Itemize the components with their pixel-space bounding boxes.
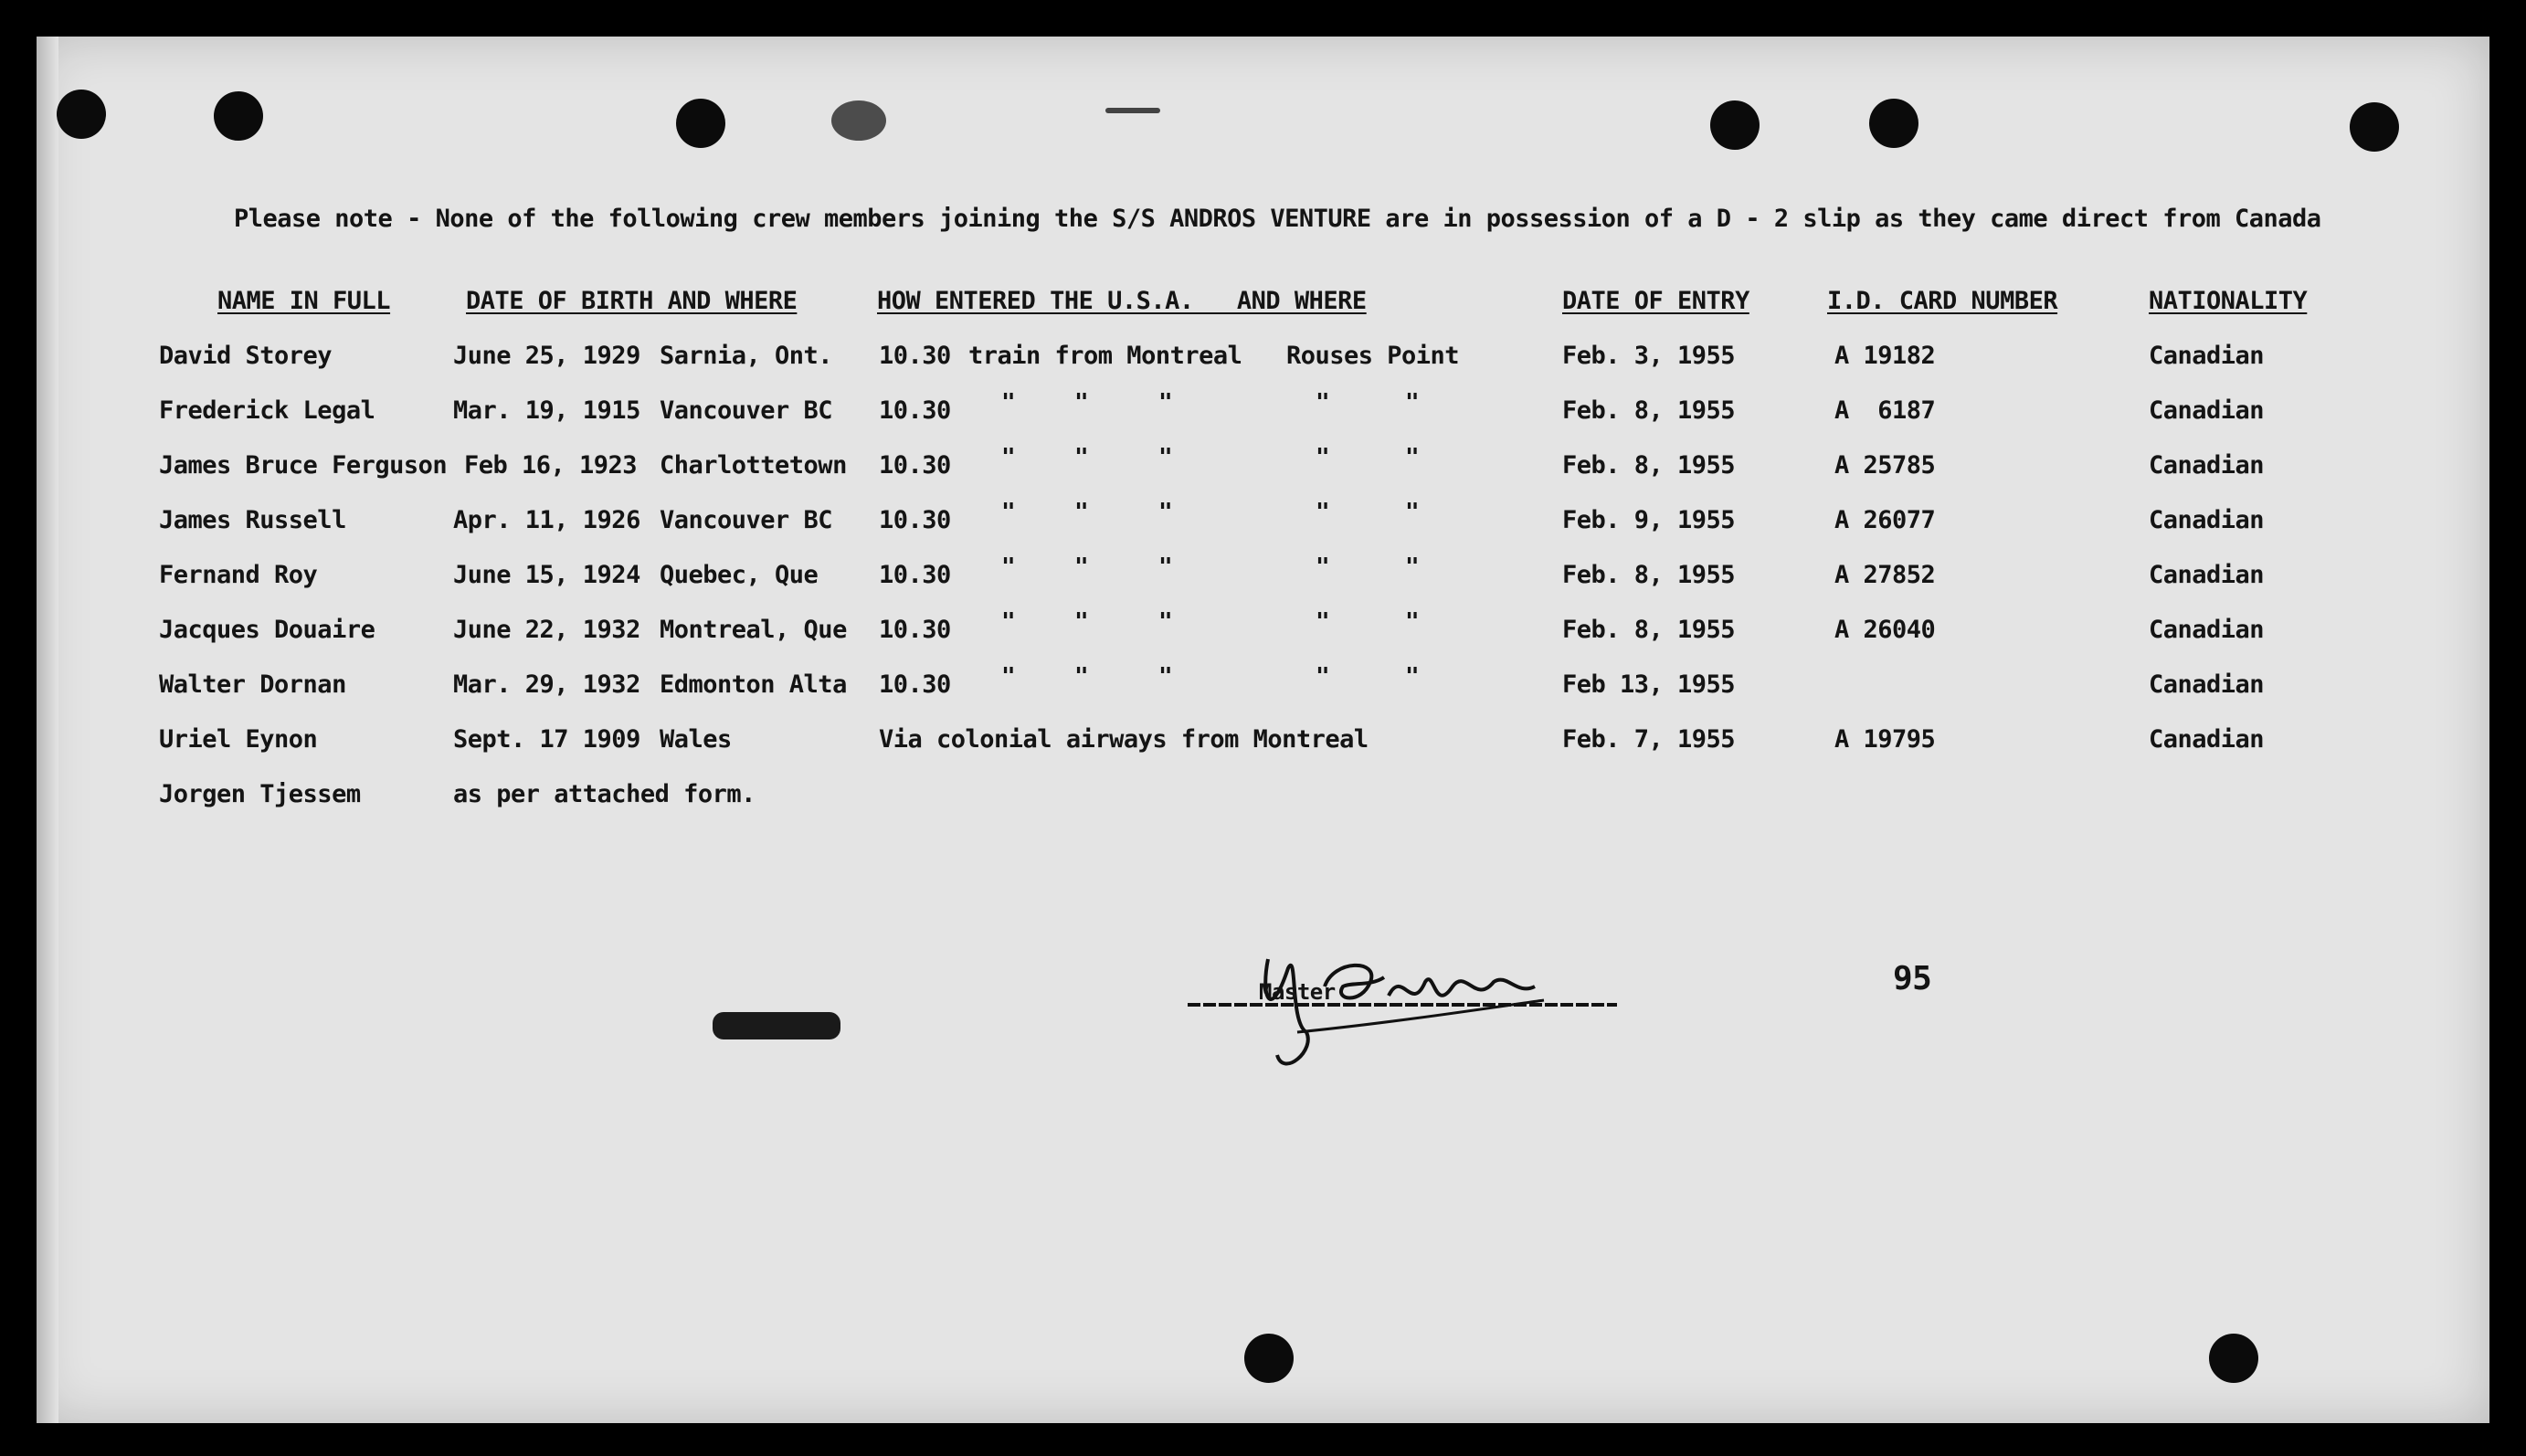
birth-date: June 25, 1929 <box>453 342 640 370</box>
nationality: Canadian <box>2149 616 2265 644</box>
birth-date: Feb 16, 1923 <box>464 451 638 480</box>
ditto-mark: " <box>1316 663 1330 691</box>
ditto-mark: " <box>1158 663 1173 691</box>
ditto-mark: " <box>1405 663 1420 691</box>
ditto-mark: " <box>1001 499 1016 526</box>
entry-date: Feb. 8, 1955 <box>1562 396 1736 425</box>
birth-place: Charlottetown <box>660 451 847 480</box>
punch-hole <box>1244 1334 1294 1383</box>
ditto-mark: " <box>1158 499 1173 526</box>
entry-method: 10.30 <box>879 396 951 425</box>
header-name: NAME IN FULL <box>217 287 391 315</box>
ditto-mark: " <box>1074 663 1089 691</box>
page-number: 95 <box>1893 960 1932 997</box>
punch-hole <box>214 91 263 141</box>
ditto-mark: " <box>1405 389 1420 417</box>
entry-method: 10.30 <box>879 670 951 699</box>
entry-place: Rouses Point <box>1286 342 1460 370</box>
nationality: Canadian <box>2149 670 2265 699</box>
birth-place: Edmonton Alta <box>660 670 847 699</box>
entry-date: Feb. 8, 1955 <box>1562 616 1736 644</box>
birth-date: as per attached form. <box>453 780 756 808</box>
ditto-mark: " <box>1316 554 1330 581</box>
punch-hole <box>57 90 106 139</box>
birth-place: Quebec, Que <box>660 561 819 589</box>
ditto-mark: " <box>1074 499 1089 526</box>
entry-method: 10.30 <box>879 506 951 534</box>
id-card-number: A 26040 <box>1834 616 1936 644</box>
entry-date: Feb. 7, 1955 <box>1562 725 1736 754</box>
ink-mark <box>1105 108 1160 113</box>
nationality: Canadian <box>2149 396 2265 425</box>
ditto-mark: " <box>1074 444 1089 471</box>
birth-date: Mar. 29, 1932 <box>453 670 640 699</box>
entry-method-detail: train from Montreal <box>968 342 1242 370</box>
id-card-number: A 19182 <box>1834 342 1936 370</box>
header-entry-date: DATE OF ENTRY <box>1562 287 1749 315</box>
punch-hole <box>2350 102 2399 152</box>
ink-smudge <box>831 100 886 141</box>
ditto-mark: " <box>1316 389 1330 417</box>
crew-name: Frederick Legal <box>159 396 375 425</box>
nationality: Canadian <box>2149 342 2265 370</box>
entry-date: Feb. 9, 1955 <box>1562 506 1736 534</box>
birth-date: June 15, 1924 <box>453 561 640 589</box>
id-card-number: A 26077 <box>1834 506 1936 534</box>
crew-note: Please note - None of the following crew members joining the S/S ANDROS VENTURE are in possession of a D - 2 slip as they came direct from Canada <box>234 205 2321 233</box>
ditto-mark: " <box>1158 554 1173 581</box>
crew-name: Fernand Roy <box>159 561 318 589</box>
ditto-mark: " <box>1001 554 1016 581</box>
crew-name: James Russell <box>159 506 346 534</box>
ditto-mark: " <box>1316 444 1330 471</box>
birth-place: Vancouver BC <box>660 396 833 425</box>
id-card-number: A 19795 <box>1834 725 1936 754</box>
crew-name: Jacques Douaire <box>159 616 375 644</box>
ditto-mark: " <box>1074 554 1089 581</box>
ditto-mark: " <box>1405 444 1420 471</box>
ditto-mark: " <box>1001 444 1016 471</box>
crew-name: David Storey <box>159 342 333 370</box>
header-dob: DATE OF BIRTH AND WHERE <box>466 287 798 315</box>
header-nationality: NATIONALITY <box>2149 287 2308 315</box>
master-signature <box>1160 895 1635 1069</box>
birth-date: June 22, 1932 <box>453 616 640 644</box>
birth-date: Mar. 19, 1915 <box>453 396 640 425</box>
ditto-mark: " <box>1074 608 1089 636</box>
crew-name: James Bruce Ferguson <box>159 451 448 480</box>
ditto-mark: " <box>1158 608 1173 636</box>
ditto-mark: " <box>1001 608 1016 636</box>
ditto-mark: " <box>1001 663 1016 691</box>
ditto-mark: " <box>1158 444 1173 471</box>
ditto-mark: " <box>1405 608 1420 636</box>
entry-date: Feb. 8, 1955 <box>1562 561 1736 589</box>
header-entered: HOW ENTERED THE U.S.A. AND WHERE <box>877 287 1367 315</box>
id-card-number: A 27852 <box>1834 561 1936 589</box>
birth-place: Wales <box>660 725 732 754</box>
birth-place: Vancouver BC <box>660 506 833 534</box>
nationality: Canadian <box>2149 561 2265 589</box>
entry-method: 10.30 <box>879 342 951 370</box>
crew-name: Uriel Eynon <box>159 725 318 754</box>
entry-date: Feb 13, 1955 <box>1562 670 1736 699</box>
ditto-mark: " <box>1074 389 1089 417</box>
ditto-mark: " <box>1405 554 1420 581</box>
id-card-number: A 6187 <box>1834 396 1936 425</box>
entry-method: 10.30 <box>879 616 951 644</box>
crew-name: Walter Dornan <box>159 670 346 699</box>
birth-date: Apr. 11, 1926 <box>453 506 640 534</box>
ink-smudge <box>713 1012 840 1039</box>
birth-date: Sept. 17 1909 <box>453 725 640 754</box>
document-sheet <box>37 37 2489 1423</box>
entry-date: Feb. 8, 1955 <box>1562 451 1736 480</box>
entry-date: Feb. 3, 1955 <box>1562 342 1736 370</box>
ditto-mark: " <box>1001 389 1016 417</box>
ditto-mark: " <box>1316 608 1330 636</box>
nationality: Canadian <box>2149 506 2265 534</box>
birth-place: Sarnia, Ont. <box>660 342 833 370</box>
entry-method: 10.30 <box>879 451 951 480</box>
punch-hole <box>1869 99 1918 148</box>
ditto-mark: " <box>1158 389 1173 417</box>
ditto-mark: " <box>1316 499 1330 526</box>
nationality: Canadian <box>2149 451 2265 480</box>
punch-hole <box>1710 100 1760 150</box>
header-id-card: I.D. CARD NUMBER <box>1827 287 2058 315</box>
birth-place: Montreal, Que <box>660 616 847 644</box>
signature-caption: Master <box>1259 979 1336 1005</box>
punch-hole <box>2209 1334 2258 1383</box>
id-card-number: A 25785 <box>1834 451 1936 480</box>
crew-name: Jorgen Tjessem <box>159 780 361 808</box>
punch-hole <box>676 99 725 148</box>
nationality: Canadian <box>2149 725 2265 754</box>
ditto-mark: " <box>1405 499 1420 526</box>
entry-method: 10.30 <box>879 561 951 589</box>
entry-method: Via colonial airways from Montreal <box>879 725 1369 754</box>
